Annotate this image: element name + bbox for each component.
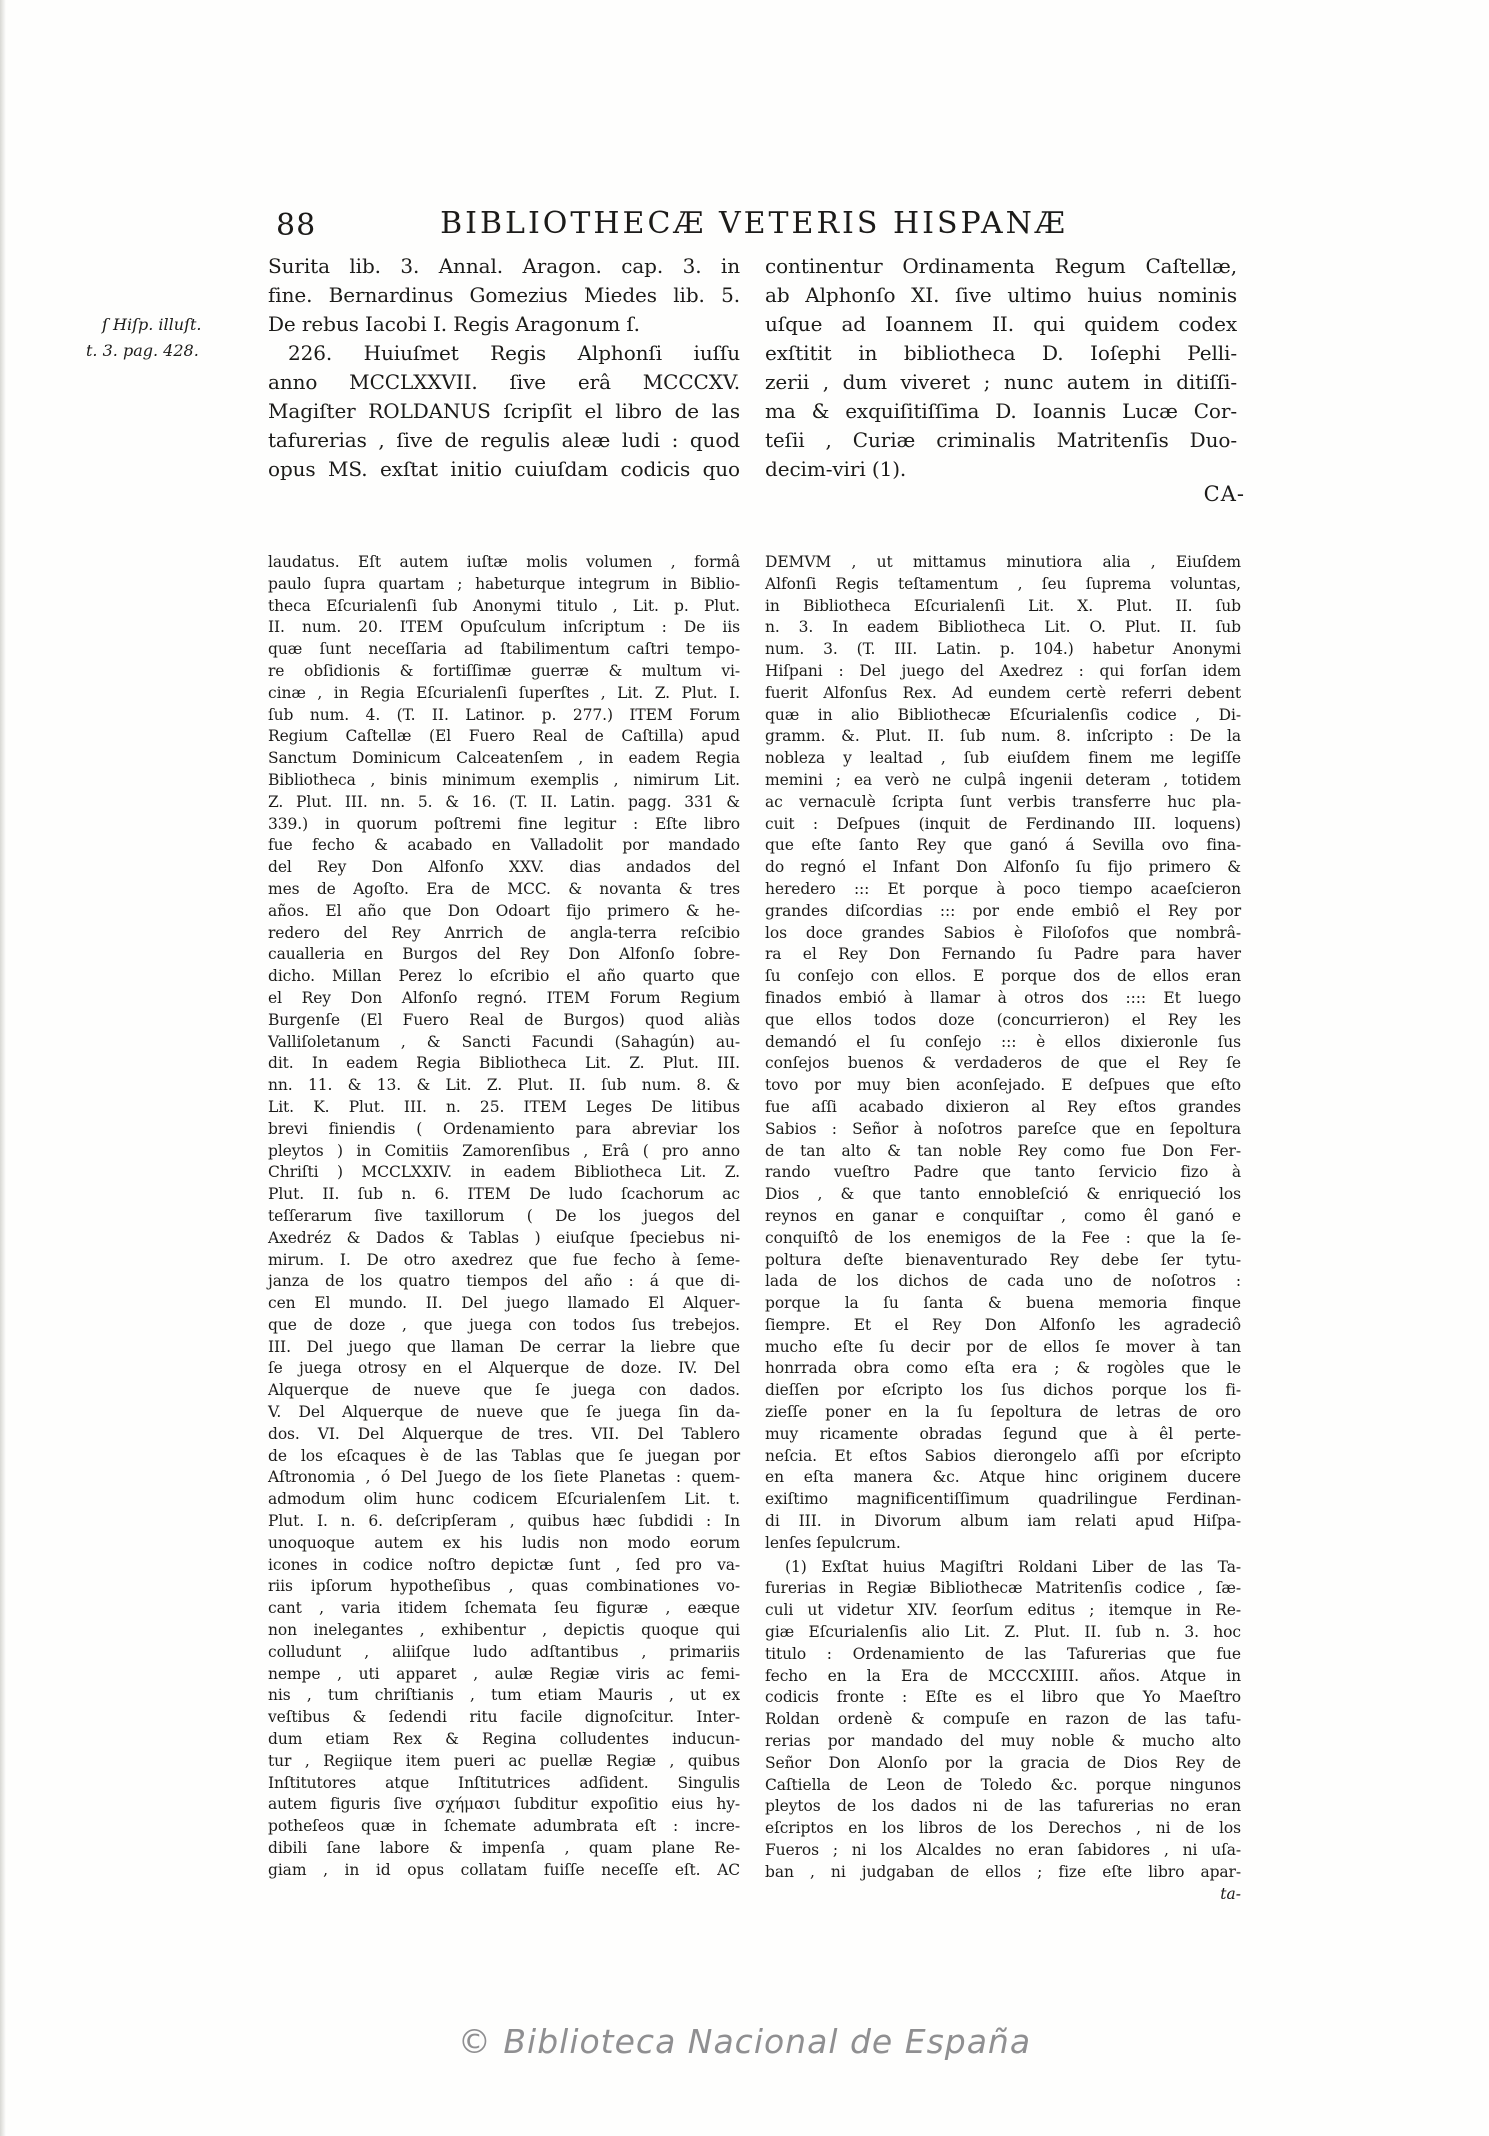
- text-line: lenſes ſepulcrum.: [765, 1533, 901, 1552]
- text-line: honrrada obra como eſta era ; & rogòles que le: [765, 1359, 1241, 1378]
- text-line: III. Del juego que llaman De cerrar la liebre que: [268, 1337, 740, 1356]
- text-line: non inelegantes , exhibentur , depictis quoque qui: [268, 1621, 740, 1640]
- text-line: n. 3. In eadem Bibliotheca Lit. O. Plut. II. ſub: [765, 618, 1241, 637]
- margin-note-line: t. 3. pag. 428.: [86, 341, 199, 360]
- text-line: ſu conſejo con ellos. E porque dos de ellos eran: [765, 967, 1241, 986]
- text-line: laudatus. Eſt autem iuſtæ molis volumen , formâ: [268, 553, 740, 571]
- footnote: [765, 1557, 1241, 1884]
- text-line: nobleza y lealtad , ſub eiuſdem finem me legiſſe: [765, 749, 1241, 768]
- text-line: caualleria en Burgos del Rey Don Alfonſo ſobre-: [268, 945, 740, 964]
- text-line: Plut. I. n. 6. deſcripſeram , quibus hæc ſubdidi : In: [268, 1512, 740, 1531]
- text-line: conquiſtô de los enemigos de la Fee : que la ſe-: [765, 1228, 1241, 1247]
- text-line: de los eſcaques è de las Tablas que ſe juegan por: [268, 1446, 740, 1465]
- text-line: que ellos todos doze (concurrieron) el Rey les: [765, 1010, 1241, 1029]
- text-line: ma & exquiſitiſſima D. Ioannis Lucæ Cor-: [765, 399, 1237, 423]
- text-line: decim-viri (1).: [765, 457, 907, 481]
- text-line: nempe , uti apparet , aulæ Regiæ viris ac femi-: [268, 1664, 740, 1683]
- text-line: potheſeos quæ in ſchemate adumbrata eſt : incre-: [268, 1817, 740, 1836]
- text-line: nis , tum chriſtianis , tum etiam Mauris , ut ex: [268, 1686, 740, 1705]
- text-line: zerii , dum viveret ; nunc autem in ditiſſi-: [765, 370, 1237, 394]
- top-right-column: [765, 252, 1237, 484]
- text-line: II. num. 20. ITEM Opuſculum inſcriptum : De iis: [268, 618, 740, 637]
- text-line: Z. Plut. III. nn. 5. & 16. (T. II. Latin. pagg. 331 &: [268, 792, 740, 811]
- text-line: tovo por muy bien aconſejado. E deſpues que eſto: [765, 1076, 1241, 1095]
- footnote-line: fecho en la Era de MCCCXIIII. años. Atque in: [765, 1666, 1241, 1685]
- text-line: di III. in Divorum album iam relati apud Hiſpa-: [765, 1512, 1241, 1531]
- text-line: ab Alphonſo XI. ſive ultimo huius nominis: [765, 283, 1237, 307]
- text-line: teſii , Curiæ criminalis Matritenſis Duo-: [765, 428, 1237, 452]
- text-line: quæ in alio Bibliothecæ Eſcurialenſis codice , Di-: [765, 705, 1241, 724]
- text-line: en eſta manera &c. Atque hinc originem ducere: [765, 1468, 1241, 1487]
- text-line: fine. Bernardinus Gomezius Miedes lib. 5.: [268, 283, 740, 307]
- text-line: re obſidionis & fortiſſimæ guerræ & multum vi-: [268, 661, 740, 680]
- text-line: cuit : Deſpues (inquit de Ferdinando III. loquens): [765, 814, 1241, 833]
- text-line: Hiſpani : Del juego del Axedrez : qui forſan idem: [765, 661, 1241, 680]
- scan-edge-shadow: [0, 0, 6, 2136]
- running-title: BIBLIOTHECÆ VETERIS HISPANÆ: [440, 206, 1068, 241]
- text-line: uſque ad Ioannem II. qui quidem codex: [765, 312, 1237, 336]
- text-line: Dios , & que tanto ennobleſció & enriqueció los: [765, 1185, 1241, 1204]
- text-line: Sanctum Dominicum Calceatenſem , in eadem Regia: [268, 749, 740, 768]
- text-line: Bibliotheca , binis minimum exemplis , nimirum Lit.: [268, 770, 740, 789]
- library-watermark: © Biblioteca Nacional de España: [457, 2022, 1032, 2061]
- text-line: theca Eſcurialenſi ſub Anonymi titulo , Lit. p. Plut.: [268, 596, 740, 615]
- text-line: cinæ , in Regia Eſcurialenſi ſuperſtes , Lit. Z. Plut. I.: [268, 683, 740, 702]
- text-line: mirum. I. De otro axedrez que fue fecho à ſeme-: [268, 1250, 740, 1269]
- text-line: anno MCCLXXVII. ſive erâ MCCCXV.: [268, 370, 740, 394]
- footnote-line: (1) Exſtat huius Magiſtri Roldani Liber de las Ta-: [785, 1557, 1241, 1576]
- footnote-line: giæ Eſcurialenſis alio Lit. Z. Plut. II. ſub n. 3. hoc: [765, 1623, 1241, 1642]
- text-line: muy ricamente obradas ſegund que à êl perte-: [765, 1424, 1241, 1443]
- text-line: tur , Regiique item pueri ac puellæ Regiæ , quibus: [268, 1751, 740, 1770]
- text-line: finados embió à llamar à otros dos :::: Et luego: [765, 988, 1241, 1007]
- text-line: lada de los dichos de cada uno de noſotros :: [765, 1272, 1241, 1291]
- text-line: cen El mundo. II. Del juego llamado El Alquer-: [268, 1294, 740, 1313]
- text-line: ra el Rey Don Fernando ſu Padre para haver: [765, 945, 1241, 964]
- text-line: fuerit Alfonſus Rex. Ad eundem certè referri debent: [765, 683, 1241, 702]
- text-line: Alquerque de nueve que ſe juega con dados.: [268, 1381, 740, 1400]
- text-line: tafurerias , ſive de regulis aleæ ludi : quod: [268, 428, 740, 452]
- text-line: neſcia. Et eſtos Sabios dierongelo aſſi por eſcripto: [765, 1446, 1241, 1465]
- text-line: paulo ſupra quartam ; habeturque integrum in Biblio-: [268, 574, 740, 593]
- text-line: gramm. &. Plut. II. ſub num. 8. inſcripto : De la: [765, 727, 1241, 746]
- main-left-column: [268, 552, 740, 1882]
- text-line: dos. VI. Del Alquerque de tres. VII. Del Tablero: [268, 1424, 740, 1443]
- catchword-ta: ta-: [1220, 1884, 1241, 1903]
- text-line: grandes diſcordias ::: por ende embiô el Rey por: [765, 901, 1241, 920]
- text-line: memini ; ea verò ne culpâ ingenii deteram , totidem: [765, 770, 1241, 789]
- text-line: reynos en ganar e conquiſtar , como êl ganó e: [765, 1206, 1241, 1225]
- text-line: nn. 11. & 13. & Lit. Z. Plut. II. ſub num. 8. &: [268, 1076, 740, 1095]
- text-line: Plut. II. ſub n. 6. ITEM De ludo ſcachorum ac: [268, 1185, 740, 1204]
- text-line: zieſſe poner en la ſu ſepoltura de letras de oro: [765, 1403, 1241, 1422]
- text-line: mucho eſte ſu decir por de ellos ſe mover à tan: [765, 1337, 1241, 1356]
- text-line: in Bibliotheca Eſcurialenſi Lit. X. Plut. II. ſub: [765, 596, 1241, 615]
- text-line: que eſte ſanto Rey que ganó á Sevilla ovo fina-: [765, 836, 1241, 855]
- footnote-line: rerias por mandado del muy noble & mucho alto: [765, 1732, 1241, 1751]
- text-line: brevi finiendis ( Ordenamiento para abreviar los: [268, 1119, 740, 1138]
- text-line: Inſtitutores atque Inſtitutrices adſident. Singulis: [268, 1773, 740, 1792]
- text-line: rando vueſtro Padre que tanto ſervicio fizo à: [765, 1163, 1241, 1182]
- text-line: redero del Rey Anrrich de angla-terra reſcibio: [268, 923, 740, 942]
- text-line: Sabios : Señor à noſotros pareſce que en ſepoltura: [765, 1119, 1241, 1138]
- footnote-line: eſcriptos en los libros de los Derechos , ni de los: [765, 1819, 1241, 1838]
- footnote-line: furerias in Regiæ Bibliothecæ Matritenſis codice , ſæ-: [765, 1579, 1241, 1598]
- text-line: años. El año que Don Odoart fijo primero & he-: [268, 901, 740, 920]
- text-line: exſtitit in bibliotheca D. Ioſephi Pelli-: [765, 341, 1237, 365]
- text-line: unoquoque autem ex his ludis non modo eorum: [268, 1533, 740, 1552]
- text-line: dit. In eadem Regia Bibliotheca Lit. Z. Plut. III.: [268, 1054, 740, 1073]
- text-line: ac vernaculè ſcripta ſunt verbis transferre huc pla-: [765, 792, 1241, 811]
- footnote-line: culi ut videtur XIV. ſeorſum editus ; itemque in Re-: [765, 1601, 1241, 1620]
- text-line: heredero ::: Et porque à poco tiempo acaeſcieron: [765, 879, 1241, 898]
- text-line: colludunt , aliiſque ludo adſtantibus , primariis: [268, 1642, 740, 1661]
- footnote-line: titulo : Ordenamiento de las Tafurerias que fue: [765, 1644, 1241, 1663]
- text-line: 339.) in quorum poſtremi fine legitur : Eſte libro: [268, 814, 740, 833]
- top-left-column: [268, 252, 740, 484]
- text-line: fue fecho & acabado en Valladolit por mandado: [268, 836, 740, 855]
- text-line: dibili ſane labore & impenſa , quam plane Re-: [268, 1839, 740, 1858]
- text-line: admodum olim hunc codicem Eſcurialenſem Lit. t.: [268, 1490, 740, 1509]
- text-line: Surita lib. 3. Annal. Aragon. cap. 3. in: [268, 254, 740, 278]
- text-line: fue aſſi acabado dixieron al Rey eſtos grandes: [765, 1097, 1241, 1116]
- text-line: Chriſti ) MCCLXXIV. in eadem Bibliotheca Lit. Z.: [268, 1163, 740, 1182]
- text-line: Magiſter ROLDANUS ſcripſit el libro de las: [268, 399, 740, 423]
- main-right-body: [765, 552, 1241, 1555]
- text-line: ſub num. 4. (T. II. Latinor. p. 277.) ITEM Forum: [268, 705, 740, 724]
- text-line: 226. Huiuſmet Regis Alphonſi iuſſu: [288, 341, 740, 365]
- text-line: ſe juega otrosy en el Alquerque de doze. IV. Del: [268, 1359, 740, 1378]
- text-line: Alfonſi Regis teſtamentum , ſeu ſuprema voluntas,: [765, 574, 1241, 593]
- text-line: autem figuris ſive σχήμασι ſubditur expoſitio eius hy-: [268, 1795, 740, 1814]
- text-line: Valliſoletanum , & Sancti Facundi (Sahagún) au-: [268, 1032, 740, 1051]
- text-line: riis ipſorum hypotheſibus , quas combinationes vo-: [268, 1577, 740, 1596]
- text-line: continentur Ordinamenta Regum Caſtellæ,: [765, 254, 1237, 278]
- footnote-line: Caſtiella de Leon de Toledo &c. porque ningunos: [765, 1775, 1241, 1794]
- text-line: del Rey Don Alfonſo XXV. dias andados del: [268, 858, 740, 877]
- margin-note-line: ſ Hiſp. illuſt.: [102, 315, 202, 334]
- text-line: ſiempre. Et el Rey Don Alfonſo les agradeciô: [765, 1315, 1241, 1334]
- footnote-line: Roldan ordenè & compuſe en razon de las tafu-: [765, 1710, 1241, 1729]
- text-line: teſſerarum ſive taxillorum ( De los juegos del: [268, 1206, 740, 1225]
- text-line: el Rey Don Alfonſo regnó. ITEM Forum Regium: [268, 988, 740, 1007]
- text-line: porque la ſu ſanta & buena memoria finque: [765, 1294, 1241, 1313]
- catchword-ca: CA-: [1203, 482, 1245, 506]
- text-line: Regium Caſtellæ (El Fuero Real de Caſtilla) apud: [268, 727, 740, 746]
- text-line: poltura deſte bienaventurado Rey debe ſer tytu-: [765, 1250, 1241, 1269]
- text-line: cant , varia itidem ſchemata ſeu figuræ , eæque: [268, 1599, 740, 1618]
- text-line: veſtibus & ſedendi ritu facile dignoſcitur. Inter-: [268, 1708, 740, 1727]
- text-line: demandó el ſu conſejo ::: è ellos dixieronle ſus: [765, 1032, 1241, 1051]
- text-line: que de doze , que juega con todos ſus trebejos.: [268, 1315, 740, 1334]
- footnote-line: Señor Don Alonſo por la gracia de Dios Rey de: [765, 1753, 1241, 1772]
- text-line: exiſtimo magnificentiſſimum quadrilingue Ferdinan-: [765, 1490, 1241, 1509]
- text-line: pleytos ) in Comitiis Zamorenſibus , Erâ ( pro anno: [268, 1141, 740, 1160]
- text-line: janza de los quatro tiempos del año : á que di-: [268, 1272, 740, 1291]
- margin-note: [86, 312, 262, 364]
- text-line: dicho. Millan Perez lo eſcribio el año quarto que: [268, 967, 740, 986]
- text-line: DEMVM , ut mittamus minutiora alia , Eiuſdem: [765, 553, 1241, 571]
- text-line: Lit. K. Plut. III. n. 25. ITEM Leges De litibus: [268, 1097, 740, 1116]
- page-number: 88: [276, 208, 317, 243]
- text-line: icones in codice noſtro depictæ ſunt , ſed pro va-: [268, 1555, 740, 1574]
- footnote-line: codicis fronte : Eſte es el libro que Yo Maeſtro: [765, 1688, 1241, 1707]
- footnote-line: Fueros ; ni los Alcaldes no eran ſabidores , ni uſa-: [765, 1841, 1241, 1860]
- text-line: los doce grandes Sabios è Filoſofos que nombrâ-: [765, 923, 1241, 942]
- text-line: conſejos buenos & verdaderos de que el Rey ſe: [765, 1054, 1241, 1073]
- text-line: do regnó el Infant Don Alfonſo ſu fijo primero &: [765, 858, 1241, 877]
- main-right-column: [765, 552, 1241, 1905]
- text-line: Burgenſe (El Fuero Real de Burgos) quod aliàs: [268, 1010, 740, 1029]
- text-line: De rebus Iacobi I. Regis Aragonum ſ.: [268, 312, 640, 336]
- text-line: quæ ſunt neceſſaria ad ſtabilimentum caſtri tempo-: [268, 640, 740, 659]
- text-line: V. Del Alquerque de nueve que ſe juega ſin da-: [268, 1403, 740, 1422]
- footnote-line: ban , ni judgaban de ellos ; fize eſte libro apar-: [765, 1862, 1241, 1881]
- text-line: dieſſen por eſcripto los ſus dichos porque los fi-: [765, 1381, 1241, 1400]
- text-line: Aſtronomia , ó Del Juego de los ſiete Planetas : quem-: [268, 1468, 740, 1487]
- text-line: giam , in id opus collatam fuiſſe neceſſe eſt. AC: [268, 1860, 740, 1879]
- text-line: Axedréz & Dados & Tablas ) eiuſque ſpeciebus ni-: [268, 1228, 740, 1247]
- text-line: num. 3. (T. III. Latin. p. 104.) habetur Anonymi: [765, 640, 1241, 659]
- text-line: de tan alto & tan noble Rey como fue Don Fer-: [765, 1141, 1241, 1160]
- text-line: opus MS. exſtat initio cuiuſdam codicis quo: [268, 457, 740, 481]
- text-line: mes de Agoſto. Era de MCC. & novanta & tres: [268, 879, 740, 898]
- text-line: dum etiam Rex & Regina colludentes inducun-: [268, 1730, 740, 1749]
- footnote-line: pleytos de los dados ni de las tafurerias no eran: [765, 1797, 1241, 1816]
